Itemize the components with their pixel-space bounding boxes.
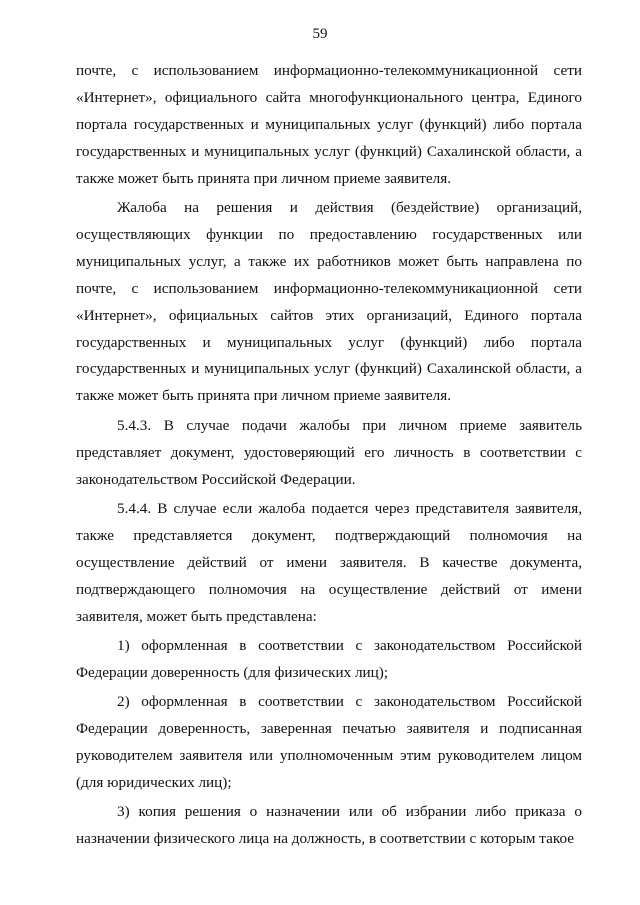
list-item-3: 3) копия решения о назначении или об избрании либо приказа о назначении физического лица на должность, в соответствии с которым такое (76, 803, 582, 848)
paragraph-5-4-3: 5.4.3. В случае подачи жалобы при личном приеме заявитель представляет документ, удостоверяющий его личность в соответствии с законодательством Российской Федерации. (76, 416, 582, 488)
paragraph-5-4-4: 5.4.4. В случае если жалоба подается через представителя заявителя, также представляется документ, подтверждающий полномочия на осуществление действий от имени заявителя. В качестве документа, подтверждающего полномочия на осуществление действий от имени заявителя, может быть представлена: (76, 500, 582, 625)
document-body (76, 58, 582, 856)
page-number: 59 (312, 26, 328, 42)
list-item-2: 2) оформленная в соответствии с законодательством Российской Федерации доверенность, заверенная печатью заявителя и подписанная руководителем заявителя или уполномоченным этим руководителем лицом (для юридических лиц); (76, 693, 582, 792)
paragraph-continuation: почте, с использованием информационно-телекоммуникационной сети «Интернет», официального сайта многофункционального центра, Единого портала государственных и муниципальных услуг (функций) либо портала государственных и муниципальных услуг (функций) Сахалинской области, а также может быть принята при личном приеме заявителя. (76, 62, 582, 187)
list-item-1: 1) оформленная в соответствии с законодательством Российской Федерации доверенность (для физических лиц); (76, 637, 582, 681)
paragraph-complaint-organizations: Жалоба на решения и действия (бездействие) организаций, осуществляющих функции по предоставлению государственных или муниципальных услуг, а также их работников может быть направлена по почте, с использованием информационно-телекоммуникационной сети «Интернет», официальных сайтов этих организаций, Единого портала государственных и муниципальных услуг (функций) либо портала государственных и муниципальных услуг (функций) Сахалинской области, а также может быть принята при личном приеме заявителя. (76, 199, 582, 405)
